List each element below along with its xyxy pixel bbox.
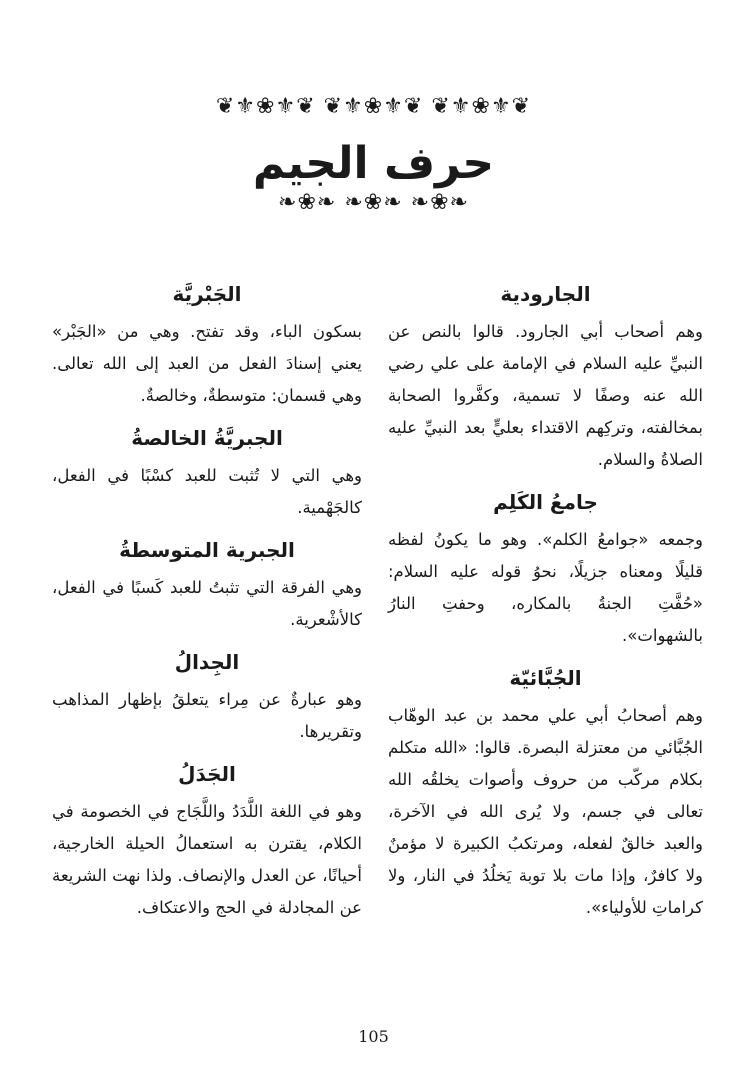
entry-text: وهو عبارةٌ عن مِراء يتعلقُ بإظهار المذاهب وتقريرها. [52, 690, 362, 741]
chapter-title: حرف الجيم [252, 138, 495, 189]
entry-jadal [52, 762, 362, 924]
entry-text: وهم أصحاب أبي الجارود. قالوا بالنص عن النبيِّ عليه السلام في الإمامة على علي رضي الله عنه وصفًا لا تسمية، وكفَّروا الصحابة بمخالفته، وتركِهم الاقتداء بعليٍّ بعد النبيِّ عليه الصلاةُ والسلام. [388, 322, 703, 469]
page-number: 105 [358, 1027, 389, 1046]
entry-text: وجمعه «جوامعُ الكلم». وهو ما يكونُ لفظه قليلًا ومعناه جزيلًا، نحوُ قوله عليه السلام: «حُفَّتِ الجنةُ بالمكاره، وحفتِ النارُ بالشهوات». [388, 530, 703, 645]
entry-jabriyya [52, 282, 362, 412]
entry-title: الجارودية [500, 282, 591, 306]
entry-jami-al-kalim [388, 490, 703, 652]
entry-text: بسكون الباء، وقد تفتح. وهي من «الجَبْر» يعني إسنادَ الفعل من العبد إلى الله تعالى. وهي قسمان: متوسطةٌ، وخالصةٌ. [52, 322, 362, 405]
right-column [388, 282, 703, 938]
entry-text: وهو في اللغة اللَّدَدُ واللَّجَاج في الخصومة في الكلام، يقترن به استعمالُ الحيلة الخارجية، أحيانًا، عن العدل والإنصاف. ولذا نهت الشريعة عن المجادلة في الحج والاعتكاف. [52, 802, 362, 917]
left-column [52, 282, 362, 938]
entry-text: وهي الفرقة التي تثبتُ للعبد كَسبًا في الفعل، كالأشْعرية. [52, 578, 362, 629]
entry-title: الجُبَّائيّة [509, 666, 582, 690]
entry-jabriyya-khalisa [52, 426, 362, 524]
entry-title: الجَبْريَّة [172, 282, 242, 306]
entry-title: الجَدَلُ [178, 762, 236, 786]
entry-text: وهي التي لا تُثبت للعبد كسْبًا في الفعل، كالجَهْمية. [52, 466, 362, 517]
entry-title: جامعُ الكَلِم [493, 490, 598, 514]
bottom-ornament: ❧❀❧ ❧❀❧ ❧❀❧ [278, 190, 469, 215]
entry-title: الجبريَّةُ الخالصةُ [131, 426, 283, 450]
entry-jarudiyya [388, 282, 703, 476]
entry-text: وهم أصحابُ أبي علي محمد بن عبد الوهّاب الجُبَّائي من معتزلة البصرة. قالوا: «الله متكلم بكلام مركّب من حروف وأصوات يخلقُه الله تعالى في جسم، ولا يُرى الله في الآخرة، والعبد خالقٌ لفعله، ومرتكبُ الكبيرة لا مؤمنٌ ولا كافرٌ، وإذا مات بلا توبة يَخلُدُ في النار، ولا كراماتِ للأولياء». [388, 706, 703, 917]
entry-jubbaiyya [388, 666, 703, 924]
top-ornament: ❦⚜❀⚜❦ ❦⚜❀⚜❦ ❦⚜❀⚜❦ [215, 94, 532, 119]
entry-jabriyya-mutawassita [52, 538, 362, 636]
entry-jidal [52, 650, 362, 748]
entry-title: الجِدالُ [174, 650, 240, 674]
entry-title: الجبرية المتوسطةُ [119, 538, 295, 562]
